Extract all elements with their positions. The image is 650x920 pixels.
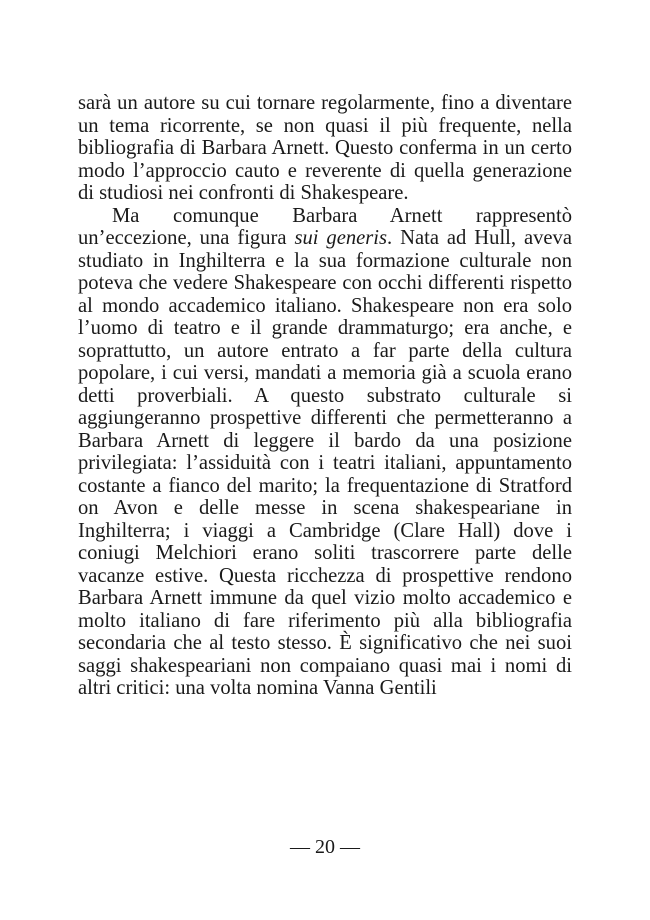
page-number: — 20 — [290,836,360,858]
paragraph [78,92,572,205]
italic-phrase: sui generis [294,227,388,249]
paragraph [78,205,572,700]
paragraph-text: sarà un autore su cui tornare regolarmente, fino a diventare un tema ricorrente, se non quasi il più frequente, nella bibliografia di Barbara Arnett. Questo conferma in un certo modo l’approccio cauto e reverente di quella generazione di studiosi nei confronti di Shakespeare. [78,92,572,204]
paragraph-text: . Nata ad Hull, aveva studiato in Inghilterra e la sua formazione culturale non poteva che vedere Shakespeare con occhi differenti rispetto al mondo accademico italiano. Shakespeare non era solo l’uomo di teatro e il grande drammaturgo; era anche, e soprattutto, un autore entrato a far parte della cultura popolare, i cui versi, mandati a memoria già a scuola erano detti proverbiali. A questo substrato culturale si aggiungeranno prospettive differenti che permetteranno a Barbara Arnett di leggere il bardo da una posizione privilegiata: l’assiduità con i teatri italiani, appuntamento costante a fianco del marito; la frequentazione di Stratford on Avon e delle messe in scena shakespeariane in Inghilterra; i viaggi a Cambridge (Clare Hall) dove i coniugi Melchiori erano soliti trascorrere parte delle vacanze estive. Questa ricchezza di prospettive rendono Barbara Arnett immune da quel vizio molto accademico e molto italiano di fare riferimento più alla bibliografia secondaria che al testo stesso. È significativo che nei suoi saggi shakespeariani non compaiano quasi mai i nomi di altri critici: una volta nomina Vanna Gentili [78,227,572,699]
body-text [78,92,572,700]
paragraph-text: Ma comunque Barbara Arnett rappresentò un’eccezione, una figura [78,204,572,249]
